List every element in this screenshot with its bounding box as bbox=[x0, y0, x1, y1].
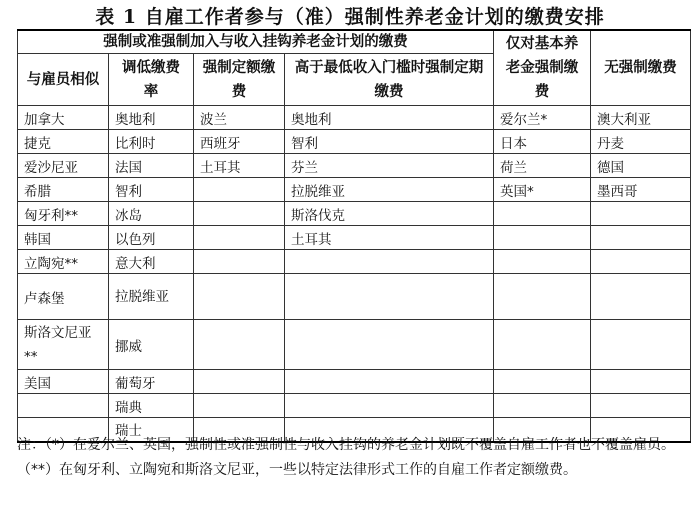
table-cell bbox=[194, 370, 285, 394]
table-cell: 韩国 bbox=[18, 226, 109, 250]
table-cell: 加拿大 bbox=[18, 106, 109, 130]
header-basic-pension-only: 仅对基本养老金强制缴费 bbox=[494, 30, 591, 106]
table-cell: 澳大利亚 bbox=[591, 106, 691, 130]
table-cell: 挪威 bbox=[109, 320, 194, 370]
table-cell bbox=[194, 226, 285, 250]
table-cell: 斯洛文尼亚** bbox=[18, 320, 109, 370]
table-cell bbox=[285, 274, 494, 320]
table-cell bbox=[591, 274, 691, 320]
table-cell: 日本 bbox=[494, 130, 591, 154]
table-cell bbox=[591, 202, 691, 226]
table-cell bbox=[285, 370, 494, 394]
table-cell: 拉脱维亚 bbox=[109, 274, 194, 320]
table-cell: 冰岛 bbox=[109, 202, 194, 226]
table-cell bbox=[494, 274, 591, 320]
table-cell bbox=[18, 394, 109, 418]
contribution-table bbox=[17, 29, 691, 443]
table-cell: 奥地利 bbox=[109, 106, 194, 130]
table-cell: 意大利 bbox=[109, 250, 194, 274]
table-cell bbox=[494, 202, 591, 226]
table-cell bbox=[494, 250, 591, 274]
table-cell: 拉脱维亚 bbox=[285, 178, 494, 202]
table-cell bbox=[285, 320, 494, 370]
table-cell: 德国 bbox=[591, 154, 691, 178]
table-cell: 斯洛伐克 bbox=[285, 202, 494, 226]
table-cell: 英国* bbox=[494, 178, 591, 202]
table-cell: 智利 bbox=[109, 178, 194, 202]
table-cell bbox=[285, 250, 494, 274]
table-cell bbox=[285, 394, 494, 418]
table-cell bbox=[194, 202, 285, 226]
table-cell: 卢森堡 bbox=[18, 274, 109, 320]
table-cell bbox=[194, 320, 285, 370]
header-similar-to-employees: 与雇员相似 bbox=[18, 54, 109, 106]
table-cell: 土耳其 bbox=[194, 154, 285, 178]
header-flat-rate: 强制定额缴费 bbox=[194, 54, 285, 106]
table-cell: 比利时 bbox=[109, 130, 194, 154]
table-cell: 立陶宛** bbox=[18, 250, 109, 274]
table-cell: 西班牙 bbox=[194, 130, 285, 154]
table-cell bbox=[194, 250, 285, 274]
table-cell: 爱尔兰* bbox=[494, 106, 591, 130]
table-cell: 智利 bbox=[285, 130, 494, 154]
table-footnote: 注：（*）在爱尔兰、英国，强制性或准强制性与收入挂钩的养老金计划既不覆盖自雇工作者也不覆盖雇员。（**）在匈牙利、立陶宛和斯洛文尼亚，一些以特定法律形式工作的自雇工作者定额缴费。 bbox=[17, 437, 675, 478]
header-no-mandatory: 无强制缴费 bbox=[591, 30, 691, 106]
table-cell: 波兰 bbox=[194, 106, 285, 130]
table-cell: 芬兰 bbox=[285, 154, 494, 178]
table-cell bbox=[194, 274, 285, 320]
table-cell: 以色列 bbox=[109, 226, 194, 250]
table-cell: 匈牙利** bbox=[18, 202, 109, 226]
table-cell bbox=[591, 250, 691, 274]
table-cell bbox=[591, 320, 691, 370]
table-cell: 墨西哥 bbox=[591, 178, 691, 202]
table-cell: 奥地利 bbox=[285, 106, 494, 130]
table-cell bbox=[494, 226, 591, 250]
table-cell: 葡萄牙 bbox=[109, 370, 194, 394]
header-group: 强制或准强制加入与收入挂钩养老金计划的缴费 bbox=[18, 30, 494, 54]
table-cell: 瑞典 bbox=[109, 394, 194, 418]
table-cell: 美国 bbox=[18, 370, 109, 394]
table-cell: 希腊 bbox=[18, 178, 109, 202]
table-cell: 土耳其 bbox=[285, 226, 494, 250]
table-cell: 荷兰 bbox=[494, 154, 591, 178]
table-cell bbox=[194, 394, 285, 418]
table-cell bbox=[591, 226, 691, 250]
table-cell: 捷克 bbox=[18, 130, 109, 154]
header-above-threshold: 高于最低收入门槛时强制定期缴费 bbox=[285, 54, 494, 106]
header-reduced-rate: 调低缴费率 bbox=[109, 54, 194, 106]
table-cell bbox=[591, 370, 691, 394]
table-cell: 爱沙尼亚 bbox=[18, 154, 109, 178]
table-cell bbox=[494, 394, 591, 418]
table-cell: 法国 bbox=[109, 154, 194, 178]
table-cell bbox=[194, 178, 285, 202]
table-cell: 丹麦 bbox=[591, 130, 691, 154]
table-title: 表 1 自雇工作者参与（准）强制性养老金计划的缴费安排 bbox=[95, 6, 605, 28]
table-cell bbox=[591, 394, 691, 418]
table-cell bbox=[494, 370, 591, 394]
table-cell bbox=[494, 320, 591, 370]
table-cell: 瑞士 bbox=[109, 418, 194, 442]
